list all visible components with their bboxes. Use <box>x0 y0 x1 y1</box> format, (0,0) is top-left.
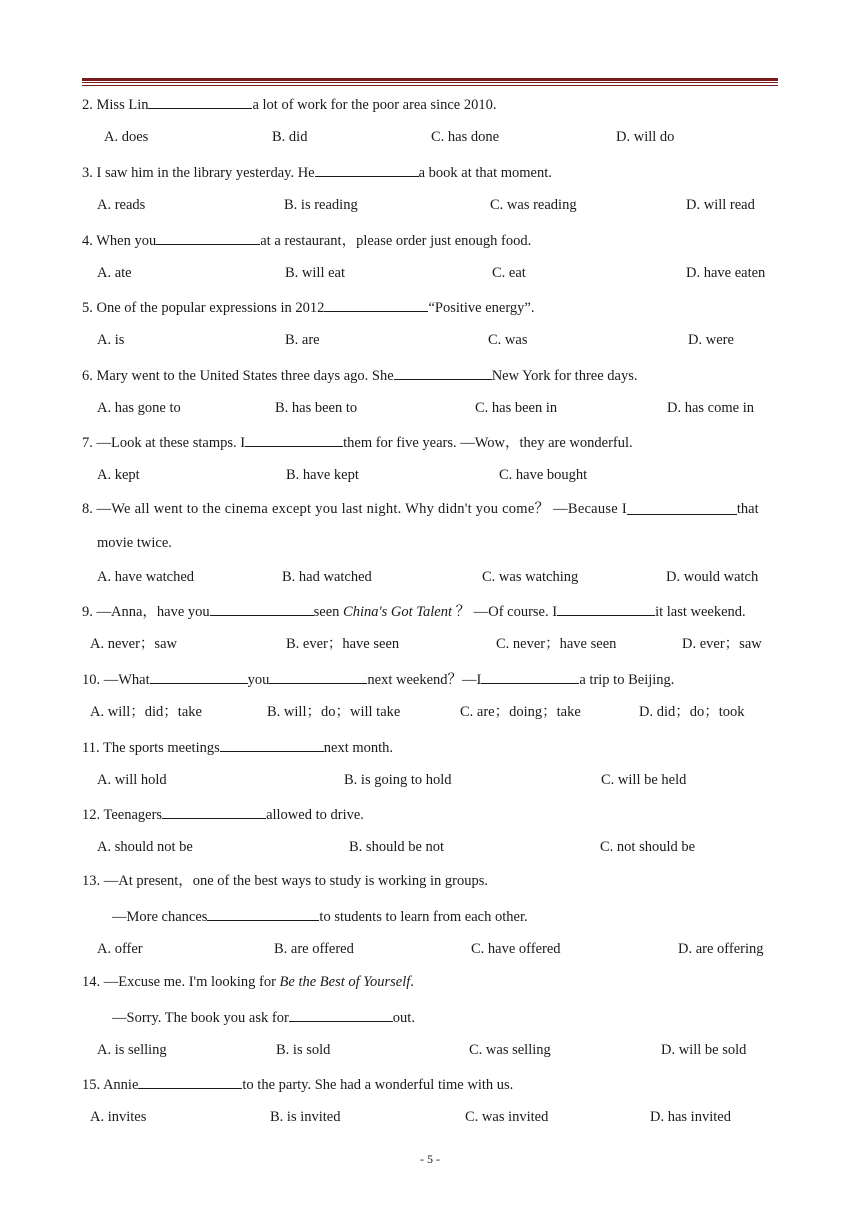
option-b[interactable]: B. have kept <box>286 467 359 483</box>
option-a[interactable]: A. ate <box>97 265 132 281</box>
option-c[interactable]: C. not should be <box>600 839 696 855</box>
header-rule-thick <box>82 78 778 81</box>
question-stem: 9. —Anna，have you seen China's Got Talent ？ —Of course. I it last weekend. <box>82 601 746 621</box>
option-a[interactable]: A. reads <box>97 197 146 213</box>
answer-blank[interactable] <box>394 365 492 380</box>
page-number: - 5 - <box>420 1152 440 1166</box>
header-rule-thin <box>82 85 778 86</box>
question-stem: 4. When you at a restaurant，please order just enough food. <box>82 230 531 250</box>
option-c[interactable]: C. will be held <box>601 772 687 788</box>
option-c[interactable]: C. never；have seen <box>496 636 617 652</box>
answer-blank[interactable] <box>138 1074 242 1089</box>
answer-blank[interactable] <box>210 601 314 616</box>
option-b[interactable]: B. will eat <box>285 265 346 281</box>
answer-blank[interactable] <box>156 230 260 245</box>
question-stem: 12. Teenagers allowed to drive. <box>82 804 364 824</box>
question-stem-reply: —More chances to students to learn from each other. <box>112 906 528 926</box>
option-c[interactable]: C. was reading <box>490 197 577 213</box>
option-d[interactable]: D. has come in <box>667 400 754 416</box>
option-d[interactable]: D. will be sold <box>661 1042 747 1058</box>
option-b[interactable]: B. is sold <box>276 1042 331 1058</box>
question-stem: 2. Miss Lin a lot of work for the poor area since 2010. <box>82 94 496 114</box>
option-b[interactable]: B. had watched <box>282 569 372 585</box>
option-b[interactable]: B. is going to hold <box>344 772 452 788</box>
option-b[interactable]: B. is invited <box>270 1109 341 1125</box>
question-stem-continued: movie twice. <box>97 535 172 551</box>
option-a[interactable]: A. will；did；take <box>90 704 202 720</box>
option-c[interactable]: C. have offered <box>471 941 561 957</box>
option-d[interactable]: D. will do <box>616 129 675 145</box>
answer-blank[interactable] <box>207 906 319 921</box>
option-c[interactable]: C. are；doing；take <box>460 704 581 720</box>
answer-blank[interactable] <box>245 432 343 447</box>
option-c[interactable]: C. was selling <box>469 1042 551 1058</box>
option-a[interactable]: A. have watched <box>97 569 195 585</box>
question-stem: 5. One of the popular expressions in 2012 “Positive energy”. <box>82 297 534 317</box>
option-b[interactable]: B. has been to <box>275 400 358 416</box>
option-a[interactable]: A. will hold <box>97 772 167 788</box>
option-d[interactable]: D. has invited <box>650 1109 731 1125</box>
question-stem: 13. —At present，one of the best ways to study is working in groups. <box>82 873 488 889</box>
option-a[interactable]: A. should not be <box>97 839 193 855</box>
answer-blank[interactable] <box>557 601 655 616</box>
answer-blank[interactable] <box>289 1007 393 1022</box>
question-stem: 8. —We all went to the cinema except you last night. Why didn't you come？ —Because I that <box>82 501 759 517</box>
option-d[interactable]: D. have eaten <box>686 265 766 281</box>
header-rule-thin <box>82 82 778 83</box>
question-stem: 3. I saw him in the library yesterday. He a book at that moment. <box>82 162 552 182</box>
option-d[interactable]: D. were <box>688 332 734 348</box>
option-d[interactable]: D. will read <box>686 197 755 213</box>
option-c[interactable]: C. has been in <box>475 400 558 416</box>
question-stem-reply: —Sorry. The book you ask for out. <box>112 1007 415 1027</box>
question-stem: 6. Mary went to the United States three days ago. She New York for three days. <box>82 365 637 385</box>
answer-blank[interactable] <box>269 669 367 684</box>
option-a[interactable]: A. does <box>104 129 149 145</box>
option-b[interactable]: B. should be not <box>349 839 445 855</box>
answer-blank[interactable] <box>150 669 248 684</box>
answer-blank[interactable] <box>627 500 737 515</box>
option-b[interactable]: B. are offered <box>274 941 354 957</box>
option-a[interactable]: A. invites <box>90 1109 147 1125</box>
question-stem: 14. —Excuse me. I'm looking for Be the Best of Yourself. <box>82 974 414 990</box>
option-c[interactable]: C. was watching <box>482 569 579 585</box>
option-b[interactable]: B. did <box>272 129 308 145</box>
question-stem: 7. —Look at these stamps. I them for five years. —Wow，they are wonderful. <box>82 432 633 452</box>
option-a[interactable]: A. has gone to <box>97 400 181 416</box>
option-d[interactable]: D. did；do；took <box>639 704 745 720</box>
answer-blank[interactable] <box>148 94 252 109</box>
answer-blank[interactable] <box>481 669 579 684</box>
tv-show-title: China's Got Talent <box>343 604 452 620</box>
option-b[interactable]: B. ever；have seen <box>286 636 400 652</box>
option-a[interactable]: A. kept <box>97 467 140 483</box>
option-c[interactable]: C. was invited <box>465 1109 549 1125</box>
option-a[interactable]: A. is <box>97 332 125 348</box>
option-c[interactable]: C. has done <box>431 129 500 145</box>
answer-blank[interactable] <box>315 162 419 177</box>
answer-blank[interactable] <box>162 804 266 819</box>
option-b[interactable]: B. are <box>285 332 320 348</box>
answer-blank[interactable] <box>220 737 324 752</box>
option-c[interactable]: C. was <box>488 332 528 348</box>
option-b[interactable]: B. is reading <box>284 197 358 213</box>
option-d[interactable]: D. ever；saw <box>682 636 762 652</box>
option-a[interactable]: A. never；saw <box>90 636 177 652</box>
book-title: Be the Best of Yourself <box>279 974 411 990</box>
question-stem: 11. The sports meetings next month. <box>82 737 393 757</box>
option-c[interactable]: C. eat <box>492 265 526 281</box>
question-stem: 15. Annie to the party. She had a wonderful time with us. <box>82 1074 513 1094</box>
option-b[interactable]: B. will；do；will take <box>267 704 401 720</box>
option-a[interactable]: A. is selling <box>97 1042 167 1058</box>
answer-blank[interactable] <box>324 297 428 312</box>
option-d[interactable]: D. would watch <box>666 569 759 585</box>
option-d[interactable]: D. are offering <box>678 941 764 957</box>
option-c[interactable]: C. have bought <box>499 467 588 483</box>
option-a[interactable]: A. offer <box>97 941 143 957</box>
question-stem: 10. —What you next weekend？—I a trip to Beijing. <box>82 669 674 689</box>
